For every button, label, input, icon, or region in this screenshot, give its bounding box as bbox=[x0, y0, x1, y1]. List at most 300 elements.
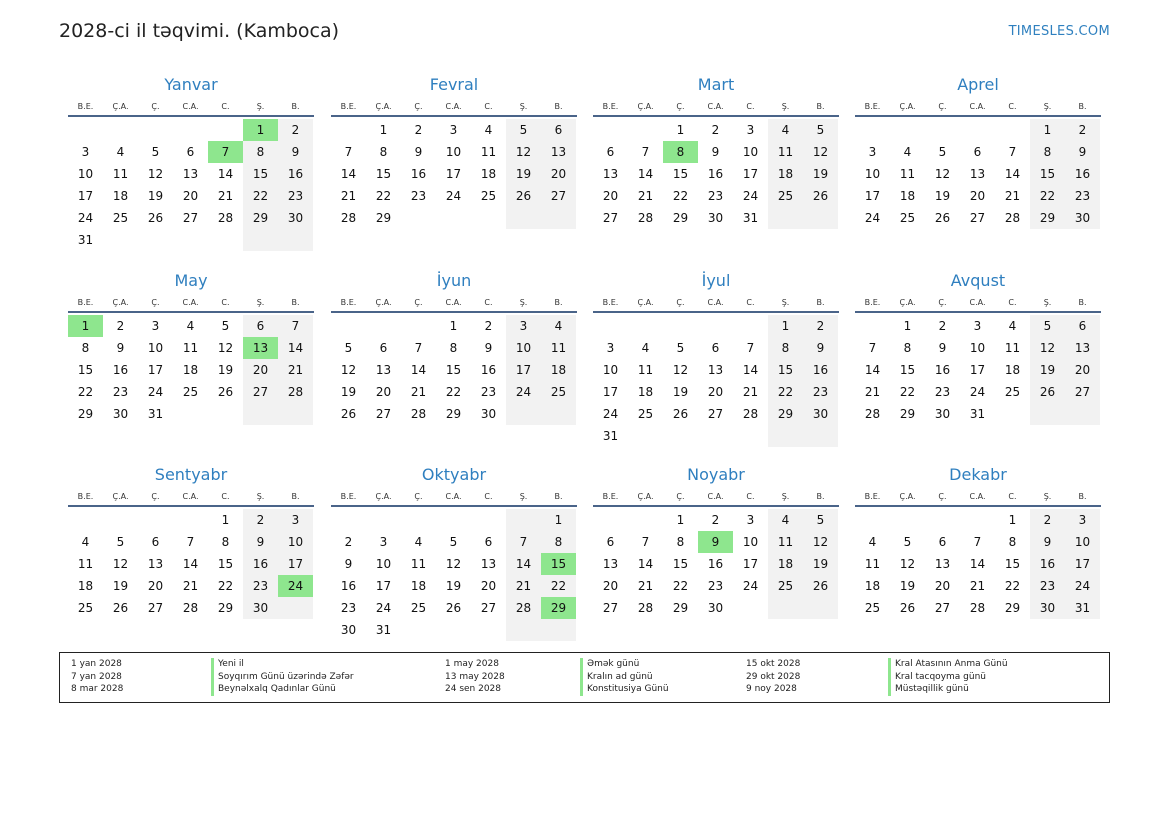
day-cell: 25 bbox=[541, 381, 576, 403]
day-cell: 14 bbox=[217, 167, 234, 181]
weekday-label: B.E. bbox=[864, 492, 881, 501]
day-cell: 28 bbox=[637, 601, 654, 615]
day-cell: 3 bbox=[746, 123, 755, 137]
empty-cell bbox=[628, 425, 663, 447]
month-block bbox=[855, 464, 1101, 619]
day-cell: 28 bbox=[864, 407, 881, 421]
legend-dates-2 bbox=[445, 658, 505, 696]
day-cell: 10 bbox=[506, 337, 541, 359]
month-name: Dekabr bbox=[949, 465, 1007, 484]
weekday-label: B. bbox=[291, 102, 300, 111]
day-cell: 22 bbox=[445, 385, 462, 399]
weekday-header bbox=[68, 295, 314, 313]
weekday-label: B.E. bbox=[77, 492, 94, 501]
day-cell: 1 bbox=[379, 123, 388, 137]
empty-cell bbox=[925, 509, 960, 531]
day-cell: 29 bbox=[375, 211, 392, 225]
day-cell: 9 bbox=[414, 145, 423, 159]
month-name: May bbox=[174, 271, 208, 290]
day-cell: 17 bbox=[969, 363, 986, 377]
day-cell: 6 bbox=[151, 535, 160, 549]
weekday-label: C.A. bbox=[445, 492, 462, 501]
empty-cell bbox=[855, 119, 890, 141]
weekday-label: B.E. bbox=[340, 492, 357, 501]
empty-cell bbox=[278, 403, 313, 425]
holiday-legend bbox=[59, 652, 1110, 703]
day-cell: 2 bbox=[344, 535, 353, 549]
weekday-header bbox=[855, 489, 1101, 507]
day-cell: 5 bbox=[116, 535, 125, 549]
day-cell: 23 bbox=[803, 381, 838, 403]
day-cell: 21 bbox=[410, 385, 427, 399]
day-cell: 1 bbox=[68, 315, 103, 337]
day-cell: 25 bbox=[182, 385, 199, 399]
month-block bbox=[68, 74, 314, 251]
day-cell: 25 bbox=[410, 601, 427, 615]
day-cell: 7 bbox=[746, 341, 755, 355]
weekday-label: Ç.A. bbox=[112, 102, 129, 111]
weekday-label: Ç. bbox=[676, 492, 685, 501]
day-cell: 8 bbox=[449, 341, 458, 355]
day-cell: 3 bbox=[151, 319, 160, 333]
empty-cell bbox=[925, 119, 960, 141]
day-cell: 10 bbox=[742, 145, 759, 159]
day-grid bbox=[68, 509, 313, 619]
day-cell: 31 bbox=[969, 407, 986, 421]
day-cell: 14 bbox=[637, 557, 654, 571]
day-cell: 29 bbox=[1030, 207, 1065, 229]
day-cell: 29 bbox=[672, 211, 689, 225]
weekday-label: Ş. bbox=[1043, 492, 1052, 501]
weekday-label: B. bbox=[816, 102, 825, 111]
legend-holiday: Soyqırım Günü üzərində Zəfər bbox=[211, 671, 354, 684]
day-cell: 25 bbox=[768, 185, 803, 207]
legend-names-3 bbox=[888, 658, 1008, 696]
month-name: Avqust bbox=[950, 271, 1006, 290]
day-grid bbox=[855, 119, 1100, 229]
weekday-label: B. bbox=[291, 298, 300, 307]
day-cell: 28 bbox=[506, 597, 541, 619]
day-cell: 16 bbox=[480, 363, 497, 377]
legend-names-1 bbox=[211, 658, 354, 696]
empty-cell bbox=[663, 425, 698, 447]
day-cell: 13 bbox=[243, 337, 278, 359]
day-cell: 1 bbox=[676, 513, 685, 527]
empty-cell bbox=[103, 509, 138, 531]
weekday-label: Ş. bbox=[1043, 102, 1052, 111]
empty-cell bbox=[208, 403, 243, 425]
legend-holiday: Kralın ad günü bbox=[580, 671, 669, 684]
weekday-label: C. bbox=[221, 102, 230, 111]
weekday-label: Ş. bbox=[256, 492, 265, 501]
day-cell: 21 bbox=[637, 189, 654, 203]
day-cell: 3 bbox=[81, 145, 90, 159]
day-cell: 11 bbox=[182, 341, 199, 355]
day-cell: 18 bbox=[182, 363, 199, 377]
day-cell: 23 bbox=[340, 601, 357, 615]
day-cell: 14 bbox=[278, 337, 313, 359]
day-cell: 27 bbox=[375, 407, 392, 421]
empty-cell bbox=[138, 509, 173, 531]
empty-cell bbox=[698, 425, 733, 447]
day-cell: 26 bbox=[934, 211, 951, 225]
day-cell: 1 bbox=[903, 319, 912, 333]
day-cell: 8 bbox=[676, 535, 685, 549]
weekday-header bbox=[331, 489, 577, 507]
day-cell: 10 bbox=[147, 341, 164, 355]
weekday-label: Ç.A. bbox=[899, 102, 916, 111]
day-cell: 23 bbox=[243, 575, 278, 597]
day-cell: 8 bbox=[221, 535, 230, 549]
day-cell: 17 bbox=[742, 557, 759, 571]
day-grid bbox=[331, 119, 576, 229]
day-cell: 28 bbox=[637, 211, 654, 225]
day-cell: 16 bbox=[410, 167, 427, 181]
day-cell: 28 bbox=[182, 601, 199, 615]
day-grid bbox=[593, 119, 838, 229]
weekday-label: C. bbox=[484, 102, 493, 111]
weekday-label: B.E. bbox=[77, 102, 94, 111]
day-cell: 24 bbox=[742, 579, 759, 593]
day-cell: 11 bbox=[864, 557, 881, 571]
day-cell: 22 bbox=[375, 189, 392, 203]
weekday-label: B. bbox=[1078, 298, 1087, 307]
weekday-label: B. bbox=[816, 492, 825, 501]
day-cell: 4 bbox=[541, 315, 576, 337]
day-cell: 14 bbox=[340, 167, 357, 181]
day-cell: 22 bbox=[768, 381, 803, 403]
day-cell: 23 bbox=[707, 189, 724, 203]
weekday-label: Ş. bbox=[1043, 298, 1052, 307]
day-cell: 30 bbox=[480, 407, 497, 421]
day-cell: 6 bbox=[1065, 315, 1100, 337]
day-cell: 18 bbox=[112, 189, 129, 203]
day-cell: 26 bbox=[803, 185, 838, 207]
weekday-label: B. bbox=[291, 492, 300, 501]
empty-cell bbox=[506, 403, 541, 425]
day-cell: 4 bbox=[868, 535, 877, 549]
empty-cell bbox=[243, 229, 278, 251]
day-cell: 21 bbox=[1004, 189, 1021, 203]
day-cell: 21 bbox=[340, 189, 357, 203]
empty-cell bbox=[401, 509, 436, 531]
day-cell: 26 bbox=[112, 601, 129, 615]
day-cell: 27 bbox=[602, 211, 619, 225]
month-block bbox=[593, 74, 839, 229]
empty-cell bbox=[436, 207, 471, 229]
weekday-label: B. bbox=[1078, 492, 1087, 501]
empty-cell bbox=[855, 509, 890, 531]
day-cell: 15 bbox=[375, 167, 392, 181]
weekday-label: B.E. bbox=[864, 298, 881, 307]
day-grid bbox=[855, 315, 1100, 425]
day-cell: 5 bbox=[803, 509, 838, 531]
day-cell: 30 bbox=[1065, 207, 1100, 229]
weekday-label: Ç. bbox=[151, 298, 160, 307]
empty-cell bbox=[803, 425, 838, 447]
weekday-label: C.A. bbox=[182, 102, 199, 111]
day-cell: 28 bbox=[969, 601, 986, 615]
empty-cell bbox=[628, 119, 663, 141]
day-grid bbox=[855, 509, 1100, 619]
day-grid bbox=[593, 509, 838, 619]
month-name: Noyabr bbox=[687, 465, 745, 484]
month-name: Mart bbox=[697, 75, 735, 94]
day-cell: 27 bbox=[969, 211, 986, 225]
day-cell: 17 bbox=[1065, 553, 1100, 575]
day-cell: 24 bbox=[147, 385, 164, 399]
empty-cell bbox=[173, 509, 208, 531]
day-cell: 20 bbox=[182, 189, 199, 203]
weekday-label: C.A. bbox=[707, 102, 724, 111]
day-cell: 16 bbox=[278, 163, 313, 185]
empty-cell bbox=[768, 597, 803, 619]
day-cell: 20 bbox=[602, 579, 619, 593]
day-cell: 21 bbox=[637, 579, 654, 593]
day-cell: 6 bbox=[938, 535, 947, 549]
empty-cell bbox=[68, 119, 103, 141]
day-cell: 19 bbox=[112, 579, 129, 593]
day-cell: 22 bbox=[217, 579, 234, 593]
day-cell: 20 bbox=[934, 579, 951, 593]
day-cell: 6 bbox=[711, 341, 720, 355]
day-cell: 26 bbox=[445, 601, 462, 615]
day-cell: 26 bbox=[672, 407, 689, 421]
day-cell: 2 bbox=[243, 509, 278, 531]
empty-cell bbox=[138, 119, 173, 141]
weekday-label: Ş. bbox=[256, 102, 265, 111]
empty-cell bbox=[855, 315, 890, 337]
day-cell: 19 bbox=[147, 189, 164, 203]
day-grid bbox=[331, 509, 576, 641]
empty-cell bbox=[471, 509, 506, 531]
day-cell: 16 bbox=[112, 363, 129, 377]
day-cell: 3 bbox=[606, 341, 615, 355]
legend-date: 1 yan 2028 bbox=[71, 659, 122, 669]
day-cell: 26 bbox=[506, 185, 541, 207]
day-cell: 30 bbox=[707, 601, 724, 615]
day-cell: 11 bbox=[541, 337, 576, 359]
day-cell: 8 bbox=[1030, 141, 1065, 163]
day-cell: 31 bbox=[77, 233, 94, 247]
legend-holiday: Konstitusiya Günü bbox=[580, 683, 669, 696]
day-cell: 8 bbox=[903, 341, 912, 355]
day-cell: 25 bbox=[77, 601, 94, 615]
day-cell: 18 bbox=[480, 167, 497, 181]
day-cell: 31 bbox=[147, 407, 164, 421]
empty-cell bbox=[138, 229, 173, 251]
weekday-label: B.E. bbox=[602, 102, 619, 111]
day-cell: 8 bbox=[81, 341, 90, 355]
day-cell: 15 bbox=[217, 557, 234, 571]
day-cell: 5 bbox=[803, 119, 838, 141]
day-cell: 17 bbox=[864, 189, 881, 203]
day-cell: 31 bbox=[1065, 597, 1100, 619]
day-cell: 30 bbox=[243, 597, 278, 619]
day-cell: 13 bbox=[602, 557, 619, 571]
month-block bbox=[331, 464, 577, 641]
day-cell: 5 bbox=[151, 145, 160, 159]
legend-holiday: Yeni il bbox=[211, 658, 354, 671]
day-cell: 3 bbox=[973, 319, 982, 333]
day-cell: 29 bbox=[243, 207, 278, 229]
day-cell: 7 bbox=[278, 315, 313, 337]
day-cell: 3 bbox=[868, 145, 877, 159]
day-cell: 12 bbox=[506, 141, 541, 163]
weekday-label: Ç. bbox=[151, 492, 160, 501]
day-cell: 23 bbox=[1065, 185, 1100, 207]
legend-date: 7 yan 2028 bbox=[71, 671, 122, 682]
day-cell: 22 bbox=[243, 185, 278, 207]
empty-cell bbox=[506, 619, 541, 641]
weekday-header bbox=[68, 99, 314, 117]
day-cell: 13 bbox=[147, 557, 164, 571]
day-cell: 20 bbox=[602, 189, 619, 203]
empty-cell bbox=[733, 597, 768, 619]
weekday-label: C.A. bbox=[182, 298, 199, 307]
day-cell: 10 bbox=[742, 535, 759, 549]
day-cell: 27 bbox=[182, 211, 199, 225]
day-cell: 22 bbox=[541, 575, 576, 597]
day-cell: 7 bbox=[506, 531, 541, 553]
day-cell: 15 bbox=[672, 167, 689, 181]
day-cell: 27 bbox=[480, 601, 497, 615]
weekday-label: B.E. bbox=[77, 298, 94, 307]
day-cell: 29 bbox=[1004, 601, 1021, 615]
day-cell: 4 bbox=[1008, 319, 1017, 333]
legend-date: 13 may 2028 bbox=[445, 671, 505, 682]
day-cell: 14 bbox=[864, 363, 881, 377]
day-cell: 5 bbox=[221, 319, 230, 333]
month-block bbox=[331, 74, 577, 229]
empty-cell bbox=[278, 229, 313, 251]
weekday-label: Ç.A. bbox=[899, 298, 916, 307]
empty-cell bbox=[506, 207, 541, 229]
day-grid bbox=[593, 315, 838, 447]
day-cell: 26 bbox=[899, 601, 916, 615]
empty-cell bbox=[1030, 403, 1065, 425]
legend-date: 9 noy 2028 bbox=[746, 684, 797, 694]
day-cell: 22 bbox=[899, 385, 916, 399]
empty-cell bbox=[541, 619, 576, 641]
day-cell: 18 bbox=[77, 579, 94, 593]
day-cell: 21 bbox=[864, 385, 881, 399]
day-cell: 26 bbox=[340, 407, 357, 421]
empty-cell bbox=[995, 403, 1030, 425]
weekday-label: Ç.A. bbox=[112, 298, 129, 307]
brand-link[interactable]: TIMESLES.COM bbox=[1008, 24, 1110, 39]
day-cell: 5 bbox=[449, 535, 458, 549]
month-block bbox=[331, 270, 577, 425]
day-cell: 29 bbox=[541, 597, 576, 619]
weekday-label: C.A. bbox=[445, 298, 462, 307]
day-cell: 1 bbox=[243, 119, 278, 141]
day-cell: 9 bbox=[243, 531, 278, 553]
month-block bbox=[68, 464, 314, 619]
month-name: Aprel bbox=[957, 75, 999, 94]
empty-cell bbox=[733, 315, 768, 337]
day-cell: 16 bbox=[803, 359, 838, 381]
weekday-label: C.A. bbox=[707, 298, 724, 307]
weekday-label: Ç.A. bbox=[375, 102, 392, 111]
day-cell: 12 bbox=[112, 557, 129, 571]
day-cell: 13 bbox=[1065, 337, 1100, 359]
empty-cell bbox=[173, 229, 208, 251]
day-cell: 22 bbox=[672, 579, 689, 593]
day-cell: 12 bbox=[340, 363, 357, 377]
day-cell: 6 bbox=[484, 535, 493, 549]
day-cell: 18 bbox=[899, 189, 916, 203]
day-cell: 20 bbox=[541, 163, 576, 185]
empty-cell bbox=[733, 425, 768, 447]
day-cell: 28 bbox=[278, 381, 313, 403]
day-cell: 1 bbox=[541, 509, 576, 531]
day-cell: 16 bbox=[1065, 163, 1100, 185]
day-cell: 9 bbox=[938, 341, 947, 355]
month-name: Fevral bbox=[429, 75, 479, 94]
day-cell: 5 bbox=[1030, 315, 1065, 337]
weekday-label: Ç.A. bbox=[375, 298, 392, 307]
legend-dates-1 bbox=[71, 658, 123, 696]
day-cell: 24 bbox=[445, 189, 462, 203]
day-cell: 6 bbox=[186, 145, 195, 159]
day-cell: 17 bbox=[445, 167, 462, 181]
weekday-label: C. bbox=[221, 492, 230, 501]
empty-cell bbox=[173, 403, 208, 425]
weekday-label: Ç. bbox=[938, 492, 947, 501]
day-cell: 21 bbox=[182, 579, 199, 593]
day-cell: 24 bbox=[969, 385, 986, 399]
empty-cell bbox=[593, 509, 628, 531]
weekday-label: Ç. bbox=[676, 102, 685, 111]
day-cell: 7 bbox=[186, 535, 195, 549]
day-cell: 15 bbox=[77, 363, 94, 377]
day-cell: 5 bbox=[903, 535, 912, 549]
month-name: Sentyabr bbox=[154, 465, 228, 484]
weekday-header bbox=[593, 295, 839, 313]
day-cell: 3 bbox=[278, 509, 313, 531]
day-cell: 15 bbox=[541, 553, 576, 575]
weekday-label: Ş. bbox=[519, 102, 528, 111]
day-cell: 23 bbox=[410, 189, 427, 203]
day-cell: 24 bbox=[506, 381, 541, 403]
weekday-header bbox=[331, 295, 577, 313]
day-cell: 13 bbox=[602, 167, 619, 181]
day-cell: 12 bbox=[445, 557, 462, 571]
weekday-label: Ç.A. bbox=[637, 298, 654, 307]
weekday-label: B. bbox=[554, 492, 563, 501]
day-cell: 3 bbox=[506, 315, 541, 337]
empty-cell bbox=[401, 315, 436, 337]
weekday-label: B. bbox=[554, 102, 563, 111]
day-cell: 4 bbox=[484, 123, 493, 137]
day-cell: 8 bbox=[663, 141, 698, 163]
day-cell: 16 bbox=[340, 579, 357, 593]
day-cell: 15 bbox=[1004, 557, 1021, 571]
day-cell: 8 bbox=[768, 337, 803, 359]
legend-date: 15 okt 2028 bbox=[746, 659, 801, 669]
day-cell: 7 bbox=[1008, 145, 1017, 159]
weekday-label: C.A. bbox=[182, 492, 199, 501]
weekday-label: Ç.A. bbox=[637, 492, 654, 501]
day-cell: 13 bbox=[934, 557, 951, 571]
day-cell: 9 bbox=[278, 141, 313, 163]
day-cell: 24 bbox=[864, 211, 881, 225]
day-cell: 12 bbox=[217, 341, 234, 355]
day-grid bbox=[68, 119, 313, 251]
empty-cell bbox=[663, 315, 698, 337]
empty-cell bbox=[541, 207, 576, 229]
